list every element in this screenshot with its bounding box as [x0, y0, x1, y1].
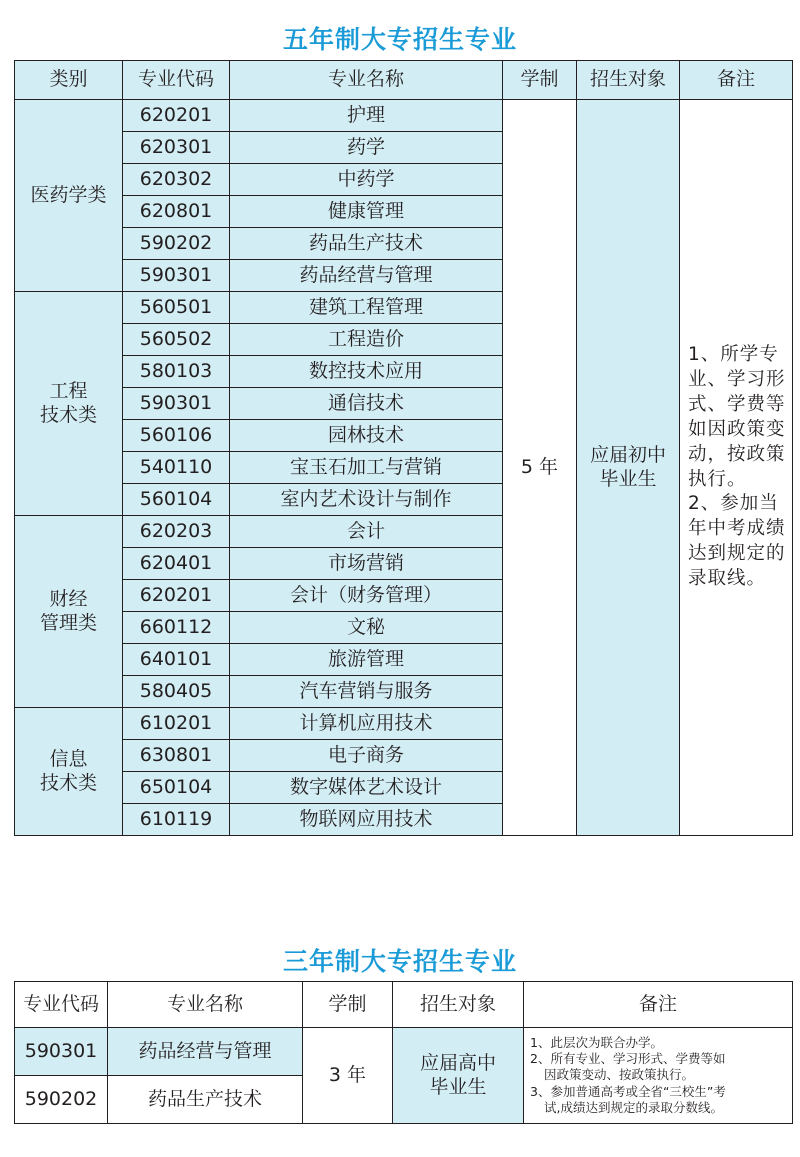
major-code: 560501: [123, 292, 230, 324]
major-code: 590202: [123, 228, 230, 260]
major-name: 园林技术: [230, 420, 503, 452]
category-cell: [15, 516, 123, 708]
header-target: 招生对象: [393, 982, 524, 1028]
remark-cell: [680, 100, 793, 836]
category-cell: [15, 708, 123, 836]
major-name: 旅游管理: [230, 644, 503, 676]
category-cell: [15, 100, 123, 292]
three-year-title: 三年制大专招生专业: [282, 947, 517, 976]
major-name: 健康管理: [230, 196, 503, 228]
header-code: 专业代码: [123, 61, 230, 100]
major-code: 590202: [15, 1076, 108, 1124]
major-code: 580103: [123, 356, 230, 388]
major-name: 药品经营与管理: [230, 260, 503, 292]
major-code: 590301: [15, 1028, 108, 1076]
text-line: 3、参加普通高考或全省“三校生”考: [530, 1083, 726, 1099]
major-code: 560106: [123, 420, 230, 452]
major-name: 通信技术: [230, 388, 503, 420]
major-name: 数控技术应用: [230, 356, 503, 388]
table-header-row: [15, 61, 793, 100]
major-code: 640101: [123, 644, 230, 676]
major-code: 650104: [123, 772, 230, 804]
text-line: 2、参加当: [688, 493, 779, 515]
major-code: 620201: [123, 100, 230, 132]
major-name: 会计: [230, 516, 503, 548]
major-name: 宝玉石加工与营销: [230, 452, 503, 484]
text-line: 执行。: [688, 468, 747, 490]
table-row: [15, 1028, 793, 1076]
major-code: 620401: [123, 548, 230, 580]
header-duration: 学制: [503, 61, 577, 100]
major-name: 中药学: [230, 164, 503, 196]
three-year-table-body: [15, 1028, 793, 1124]
text-line: 财经: [49, 587, 88, 610]
header-name: 专业名称: [108, 982, 303, 1028]
major-code: 560104: [123, 484, 230, 516]
major-name: 物联网应用技术: [230, 804, 503, 836]
three-year-majors-table: [14, 981, 793, 1124]
text-line: 因政策变动、按政策执行。: [544, 1067, 695, 1083]
header-remark: 备注: [524, 982, 793, 1028]
five-year-title: 五年制大专招生专业: [282, 25, 517, 54]
major-code: 660112: [123, 612, 230, 644]
duration-cell: 3 年: [303, 1028, 393, 1124]
major-code: 620201: [123, 580, 230, 612]
text-line: 业、学习形: [688, 368, 786, 390]
major-name: 计算机应用技术: [230, 708, 503, 740]
table-header-row: [15, 982, 793, 1028]
category-cell: [15, 292, 123, 516]
major-code: 540110: [123, 452, 230, 484]
text-line: 信息: [49, 747, 88, 770]
text-line: 1、所学专: [688, 343, 779, 365]
header-name: 专业名称: [230, 61, 503, 100]
text-line: 技术类: [39, 403, 97, 426]
header-code: 专业代码: [15, 982, 108, 1028]
text-line: 技术类: [39, 771, 97, 794]
text-line: 动，按政策: [688, 443, 786, 465]
remark-cell: [524, 1028, 793, 1124]
header-remark: 备注: [680, 61, 793, 100]
major-name: 数字媒体艺术设计: [230, 772, 503, 804]
text-line: 式、学费等: [688, 393, 786, 415]
major-name: 药品生产技术: [108, 1076, 303, 1124]
text-line: 管理类: [39, 611, 97, 634]
text-line: 达到规定的: [688, 543, 786, 565]
text-line: 医药学类: [30, 183, 107, 206]
major-name: 药学: [230, 132, 503, 164]
major-name: 护理: [230, 100, 503, 132]
text-line: 试,成绩达到规定的录取分数线。: [544, 1099, 723, 1115]
major-name: 会计（财务管理）: [230, 580, 503, 612]
major-code: 630801: [123, 740, 230, 772]
major-name: 药品经营与管理: [108, 1028, 303, 1076]
major-code: 620301: [123, 132, 230, 164]
text-line: 应届初中: [589, 443, 666, 466]
text-line: 1、此层次为联合办学。: [530, 1034, 663, 1050]
target-cell: [577, 100, 680, 836]
text-line: 2、所有专业、学习形式、学费等如: [530, 1051, 726, 1067]
major-name: 汽车营销与服务: [230, 676, 503, 708]
major-name: 药品生产技术: [230, 228, 503, 260]
major-code: 620203: [123, 516, 230, 548]
major-name: 建筑工程管理: [230, 292, 503, 324]
text-line: 应届高中: [419, 1051, 496, 1074]
major-code: 590301: [123, 260, 230, 292]
text-line: 如因政策变: [688, 418, 786, 440]
major-name: 室内艺术设计与制作: [230, 484, 503, 516]
major-name: 工程造价: [230, 324, 503, 356]
major-name: 电子商务: [230, 740, 503, 772]
major-code: 620302: [123, 164, 230, 196]
five-year-majors-table: [14, 60, 793, 836]
text-line: 录取线。: [688, 568, 767, 590]
major-code: 610201: [123, 708, 230, 740]
text-line: 毕业生: [599, 467, 657, 490]
major-name: 文秘: [230, 612, 503, 644]
major-code: 610119: [123, 804, 230, 836]
text-line: 工程: [49, 379, 88, 402]
major-code: 580405: [123, 676, 230, 708]
major-code: 590301: [123, 388, 230, 420]
header-category: 类别: [15, 61, 123, 100]
text-line: 毕业生: [429, 1075, 487, 1098]
duration-cell: 5 年: [503, 100, 577, 836]
five-year-table-body: [15, 100, 793, 836]
header-duration: 学制: [303, 982, 393, 1028]
major-code: 560502: [123, 324, 230, 356]
target-cell: [393, 1028, 524, 1124]
text-line: 年中考成绩: [688, 518, 786, 540]
table-row: [15, 100, 793, 132]
major-name: 市场营销: [230, 548, 503, 580]
major-code: 620801: [123, 196, 230, 228]
header-target: 招生对象: [577, 61, 680, 100]
